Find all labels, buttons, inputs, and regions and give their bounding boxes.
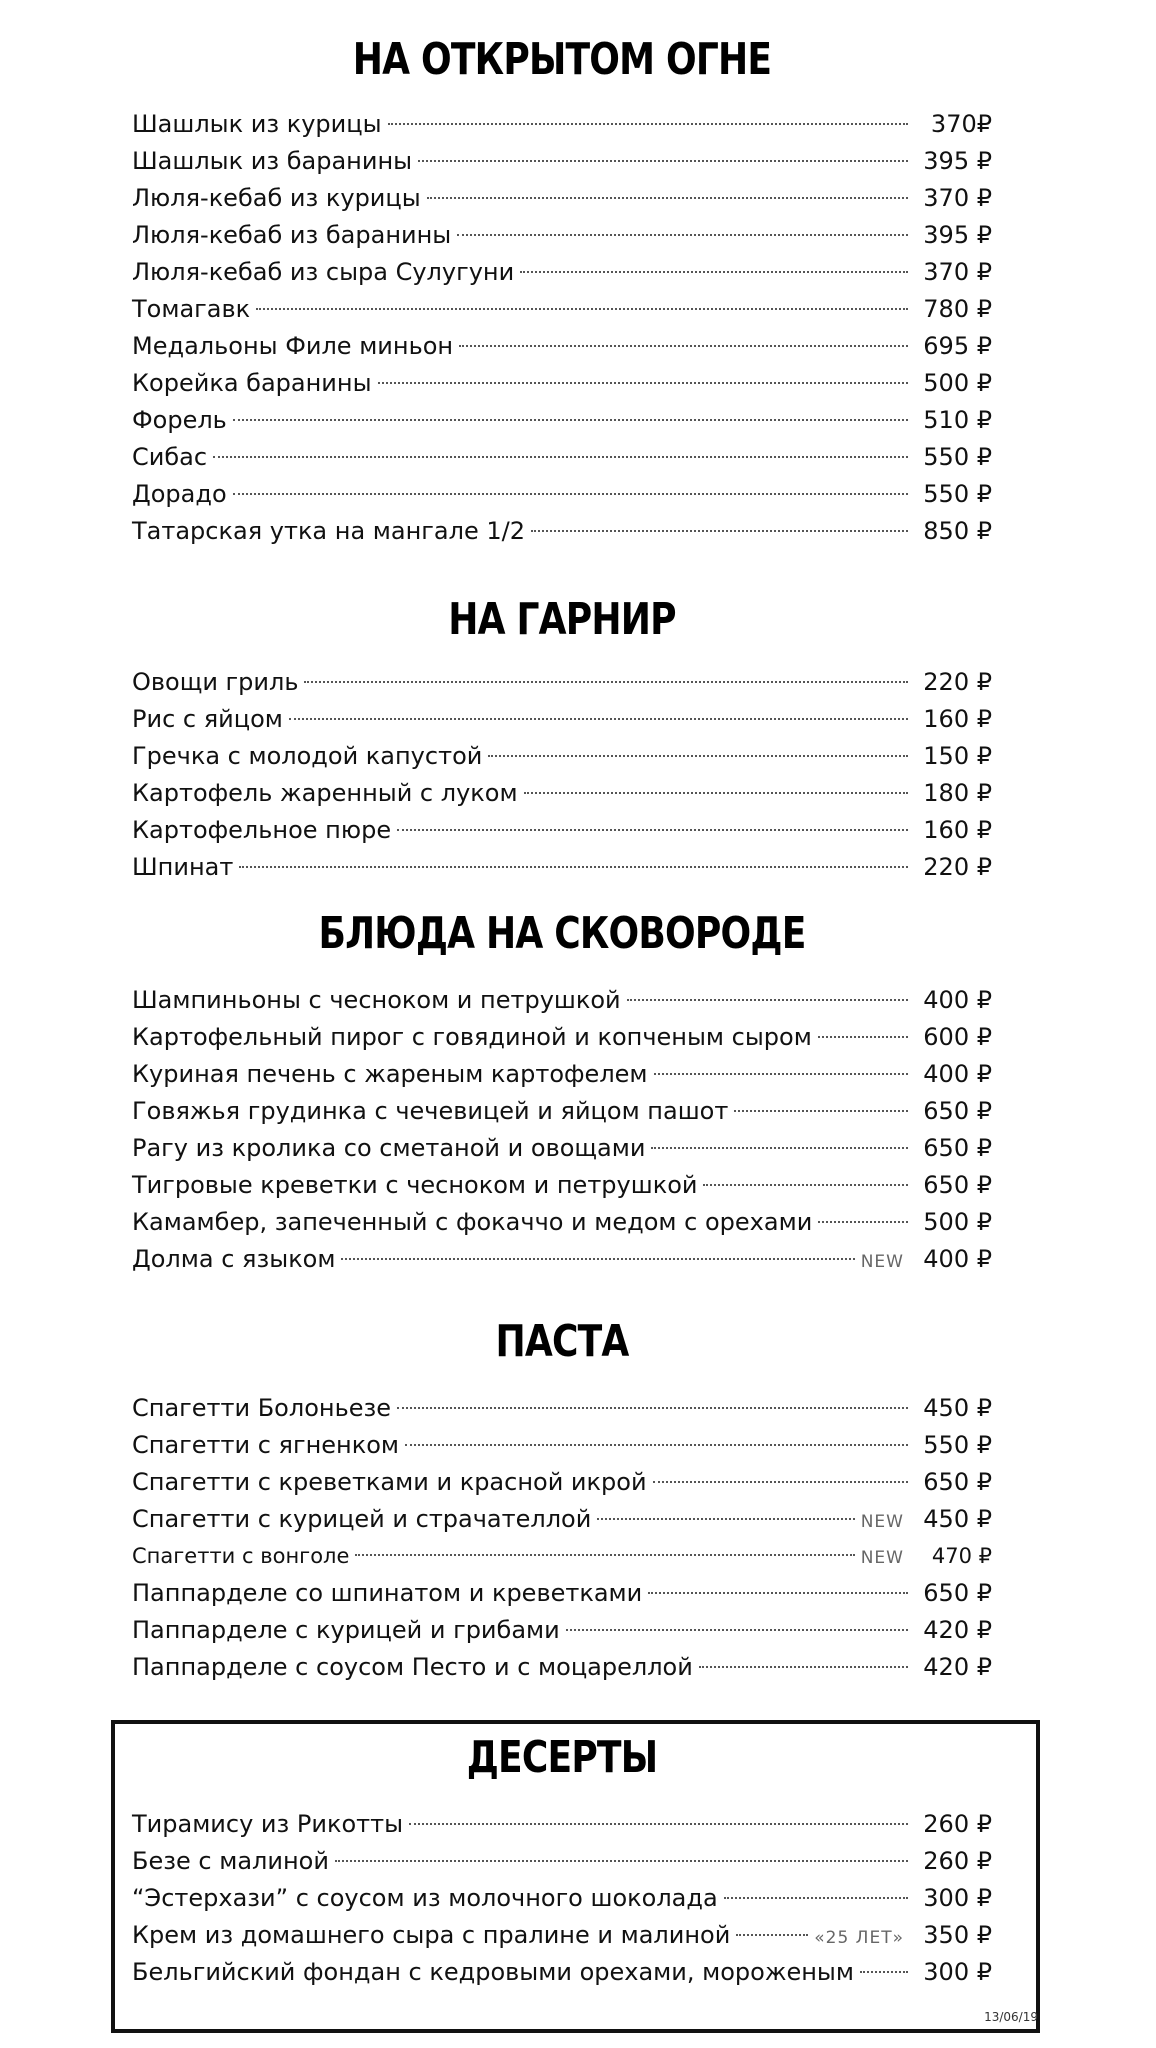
item-name: Спагетти с вонголе (132, 1544, 350, 1568)
item-name: Крем из домашнего сыра с пралине и малиной (132, 1921, 731, 1949)
dot-leader (488, 755, 908, 757)
item-name: Люля-кебаб из курицы (132, 184, 421, 212)
dot-leader (524, 792, 908, 794)
section-pasta (132, 1316, 992, 1686)
item-name: Долма с языком (132, 1245, 336, 1273)
item-price: 400 ₽ (923, 1060, 992, 1088)
dot-leader (213, 456, 908, 458)
item-price: 395 ₽ (923, 147, 992, 175)
dot-leader (239, 866, 908, 868)
dot-leader (651, 1147, 908, 1149)
item-price: 500 ₽ (923, 369, 992, 397)
item-price: 780 ₽ (923, 295, 992, 323)
dot-leader (653, 1481, 908, 1483)
section-title: НА ОТКРЫТОМ ОГНЕ (352, 34, 772, 85)
item-price: 650 ₽ (923, 1579, 992, 1607)
item-name: Бельгийский фондан с кедровыми орехами, мороженым (132, 1958, 854, 1986)
menu-item (132, 180, 992, 217)
item-price: 180 ₽ (923, 779, 992, 807)
item-price: 160 ₽ (923, 816, 992, 844)
menu-item (132, 1954, 992, 1991)
item-name: Томагавк (132, 295, 251, 323)
item-price: 420 ₽ (923, 1653, 992, 1681)
item-name: Безе с малиной (132, 1847, 329, 1875)
section-title: БЛЮДА НА СКОВОРОДЕ (318, 908, 806, 959)
item-name: Говяжья грудинка с чечевицей и яйцом пашот (132, 1097, 729, 1125)
menu-item (132, 143, 992, 180)
item-name: Форель (132, 406, 227, 434)
menu-item (132, 1056, 992, 1093)
item-price: 650 ₽ (923, 1171, 992, 1199)
item-name: Паппарделе с соусом Песто и с моцареллой (132, 1653, 693, 1681)
item-price: 450 ₽ (923, 1394, 992, 1422)
dot-leader (531, 530, 908, 532)
item-name: Рис с яйцом (132, 705, 283, 733)
item-badge: NEW (860, 1548, 904, 1568)
item-name: Люля-кебаб из сыра Сулугуни (132, 258, 515, 286)
dot-leader (699, 1666, 908, 1668)
item-price: 695 ₽ (923, 332, 992, 360)
menu-item (132, 1204, 992, 1241)
item-price: 350 ₽ (923, 1921, 992, 1949)
item-name: Шашлык из курицы (132, 110, 382, 138)
menu-item (132, 365, 992, 402)
item-price: 300 ₽ (923, 1958, 992, 1986)
item-price: 500 ₽ (923, 1208, 992, 1236)
section-title: ПАСТА (495, 1316, 629, 1367)
menu-item (132, 1019, 992, 1056)
menu-item (132, 1093, 992, 1130)
dot-leader (355, 1554, 854, 1556)
item-price: 850 ₽ (923, 517, 992, 545)
item-price: 150 ₽ (923, 742, 992, 770)
dot-leader (459, 345, 908, 347)
menu-item (132, 738, 992, 775)
dot-leader (378, 382, 908, 384)
menu-item (132, 1538, 992, 1575)
menu-item (132, 106, 992, 143)
dot-leader (289, 718, 908, 720)
item-price: 220 ₽ (923, 853, 992, 881)
item-list (132, 664, 992, 886)
menu-item (132, 217, 992, 254)
item-name: Гречка с молодой капустой (132, 742, 483, 770)
dot-leader (388, 123, 908, 125)
item-badge: «25 ЛЕТ» (814, 1928, 904, 1948)
menu-item (132, 1241, 992, 1278)
menu-item (132, 1130, 992, 1167)
item-name: Дорадо (132, 480, 227, 508)
item-list (132, 1390, 992, 1686)
item-name: Паппарделе со шпинатом и креветками (132, 1579, 643, 1607)
menu-item (132, 1806, 992, 1843)
menu-item (132, 291, 992, 328)
item-name: Картофель жаренный с луком (132, 779, 518, 807)
item-price: 300 ₽ (923, 1884, 992, 1912)
item-name: “Эстерхази” с соусом из молочного шоколада (132, 1884, 718, 1912)
section-garnish (132, 594, 992, 886)
item-price: 395 ₽ (923, 221, 992, 249)
dot-leader (397, 829, 908, 831)
item-name: Рагу из кролика со сметаной и овощами (132, 1134, 646, 1162)
item-name: Спагетти Болоньезе (132, 1394, 392, 1422)
item-list (132, 106, 992, 550)
item-list (132, 1806, 992, 1991)
item-name: Спагетти с курицей и страчателлой (132, 1505, 592, 1533)
item-name: Паппарделе с курицей и грибами (132, 1616, 560, 1644)
dot-leader (397, 1407, 908, 1409)
item-price: 160 ₽ (923, 705, 992, 733)
dot-leader (736, 1934, 808, 1936)
dot-leader (627, 999, 908, 1001)
item-price: 650 ₽ (923, 1134, 992, 1162)
menu-item (132, 1167, 992, 1204)
item-price: 260 ₽ (923, 1847, 992, 1875)
section-desserts (132, 1732, 992, 1991)
item-name: Шашлык из баранины (132, 147, 413, 175)
menu-item (132, 328, 992, 365)
menu-item (132, 1501, 992, 1538)
item-badge: NEW (860, 1512, 904, 1532)
item-name: Тирамису из Рикотты (132, 1810, 404, 1838)
dot-leader (818, 1221, 908, 1223)
dot-leader (233, 419, 908, 421)
section-skillet (132, 908, 992, 1278)
dot-leader (335, 1860, 908, 1862)
section-title: ДЕСЕРТЫ (466, 1732, 658, 1783)
menu-item (132, 1575, 992, 1612)
item-price: 400 ₽ (923, 986, 992, 1014)
dot-leader (233, 493, 908, 495)
dot-leader (703, 1184, 908, 1186)
item-name: Татарская утка на мангале 1/2 (132, 517, 525, 545)
menu-item (132, 1843, 992, 1880)
item-name: Картофельный пирог с говядиной и копченым сыром (132, 1023, 812, 1051)
item-name: Куриная печень с жареным картофелем (132, 1060, 648, 1088)
dot-leader (405, 1444, 908, 1446)
item-name: Сибас (132, 443, 208, 471)
item-price: 420 ₽ (923, 1616, 992, 1644)
item-price: 400 ₽ (923, 1245, 992, 1273)
menu-item (132, 775, 992, 812)
item-price: 370 ₽ (923, 258, 992, 286)
menu-item (132, 476, 992, 513)
menu-item (132, 1649, 992, 1686)
dot-leader (566, 1629, 908, 1631)
dot-leader (648, 1592, 908, 1594)
dot-leader (341, 1258, 854, 1260)
menu-item (132, 1464, 992, 1501)
menu-item (132, 849, 992, 886)
item-badge: NEW (860, 1252, 904, 1272)
dot-leader (734, 1110, 908, 1112)
dot-leader (427, 197, 908, 199)
item-name: Камамбер, запеченный с фокаччо и медом с орехами (132, 1208, 813, 1236)
dot-leader (304, 681, 908, 683)
section-title: НА ГАРНИР (448, 594, 676, 645)
item-price: 260 ₽ (923, 1810, 992, 1838)
menu-item (132, 1880, 992, 1917)
item-name: Спагетти с ягненком (132, 1431, 400, 1459)
item-name: Люля-кебаб из баранины (132, 221, 452, 249)
dot-leader (724, 1897, 908, 1899)
menu-item (132, 982, 992, 1019)
item-price: 650 ₽ (923, 1097, 992, 1125)
menu-item (132, 1427, 992, 1464)
menu-item (132, 402, 992, 439)
print-date: 13/06/19 (984, 2010, 1038, 2024)
dot-leader (818, 1036, 908, 1038)
item-name: Спагетти с креветками и красной икрой (132, 1468, 647, 1496)
dot-leader (520, 271, 908, 273)
menu-item (132, 1390, 992, 1427)
menu-item (132, 254, 992, 291)
item-name: Медальоны Филе миньон (132, 332, 454, 360)
item-name: Корейка баранины (132, 369, 372, 397)
item-name: Овощи гриль (132, 668, 299, 696)
menu-item (132, 812, 992, 849)
menu-item (132, 513, 992, 550)
dot-leader (457, 234, 908, 236)
menu-item (132, 1917, 992, 1954)
menu-item (132, 664, 992, 701)
item-price: 550 ₽ (923, 1431, 992, 1459)
menu-item (132, 1612, 992, 1649)
dot-leader (409, 1823, 908, 1825)
menu-item (132, 701, 992, 738)
item-price: 450 ₽ (923, 1505, 992, 1533)
item-price: 220 ₽ (923, 668, 992, 696)
item-price: 550 ₽ (923, 480, 992, 508)
item-price: 470 ₽ (931, 1544, 992, 1568)
item-price: 370₽ (930, 110, 992, 138)
item-price: 600 ₽ (923, 1023, 992, 1051)
dot-leader (860, 1971, 908, 1973)
menu-item (132, 439, 992, 476)
section-open-fire (132, 34, 992, 550)
item-name: Шпинат (132, 853, 234, 881)
item-name: Шампиньоны с чесноком и петрушкой (132, 986, 621, 1014)
item-list (132, 982, 992, 1278)
dot-leader (256, 308, 908, 310)
item-name: Тигровые креветки с чесноком и петрушкой (132, 1171, 698, 1199)
item-price: 650 ₽ (923, 1468, 992, 1496)
dot-leader (418, 160, 908, 162)
item-price: 370 ₽ (923, 184, 992, 212)
item-price: 550 ₽ (923, 443, 992, 471)
item-price: 510 ₽ (923, 406, 992, 434)
dot-leader (597, 1518, 854, 1520)
item-name: Картофельное пюре (132, 816, 392, 844)
dot-leader (654, 1073, 908, 1075)
